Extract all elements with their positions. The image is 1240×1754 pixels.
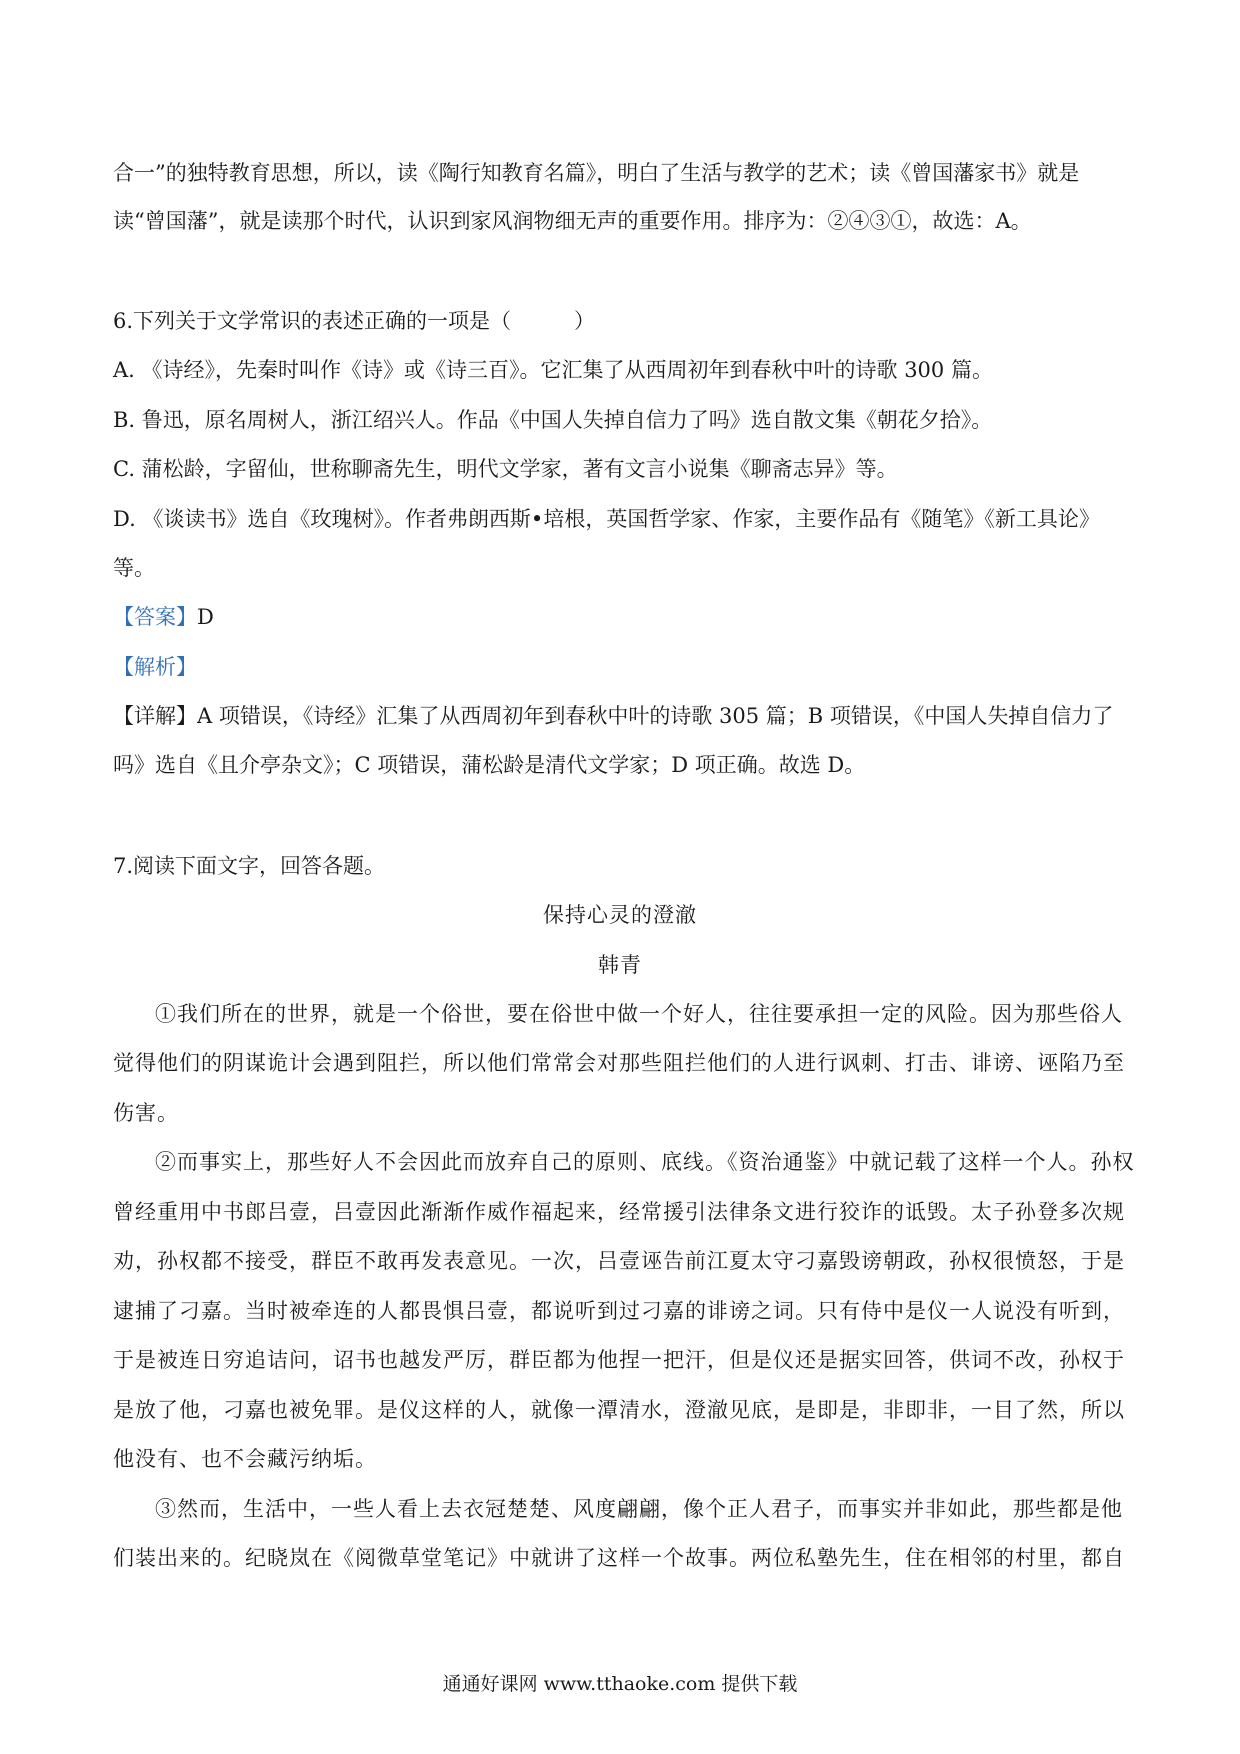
- answer-value: D: [197, 605, 214, 629]
- answer-label: 【答案】: [113, 605, 197, 629]
- analysis-row: [113, 652, 1133, 682]
- para-2-line-2: 曾经重用中书郎吕壹，吕壹因此渐渐作威作福起来，经常援引法律条文进行狡诈的诋毁。太子孙登多次规: [113, 1200, 1125, 1224]
- detail-line-1: 【详解】A 项错误，《诗经》汇集了从西周初年到春秋中叶的诗歌 305 篇；B 项错误，《中国人失掉自信力了: [113, 704, 1114, 728]
- para-2-line-5: 于是被连日穷追诘问，诏书也越发严厉，群臣都为他捏一把汗，但是仪还是据实回答，供词不改，孙权于: [113, 1348, 1125, 1372]
- analysis-label: 【解析】: [113, 655, 197, 679]
- question-6-stem: 6.下列关于文学常识的表述正确的一项是（ ）: [113, 309, 596, 333]
- intro-line-2: 读“曾国藩”，就是读那个时代，认识到家风润物细无声的重要作用。排序为：②④③①，故选：A。: [113, 209, 1032, 233]
- para-2-line-3: 劝，孙权都不接受，群臣不敢再发表意见。一次，吕壹诬告前江夏太守刁嘉毁谤朝政，孙权很愤怒，于是: [113, 1249, 1125, 1273]
- page-footer: 通通好课网 www.tthaoke.com 提供下载: [442, 1673, 798, 1695]
- question-7-stem: 7.阅读下面文字，回答各题。: [113, 854, 386, 878]
- option-c: C. 蒲松龄，字留仙，世称聊斋先生，明代文学家，著有文言小说集《聊斋志异》等。: [113, 457, 898, 481]
- article-author: 韩青: [598, 953, 642, 977]
- answer-row: [113, 602, 1133, 632]
- para-1-line-2: 觉得他们的阴谋诡计会遇到阻拦，所以他们常常会对那些阻拦他们的人进行讽刺、打击、诽谤、诬陷乃至: [113, 1051, 1125, 1075]
- para-1-line-3: 伤害。: [113, 1101, 179, 1125]
- detail-line-2: 吗》选自《且介亭杂文》；C 项错误，蒲松龄是清代文学家；D 项正确。故选 D。: [113, 753, 866, 777]
- para-1-line-1: ①我们所在的世界，就是一个俗世，要在俗世中做一个好人，往往要承担一定的风险。因为那些俗人: [155, 1002, 1123, 1026]
- option-b: B. 鲁迅，原名周树人，浙江绍兴人。作品《中国人失掉自信力了吗》选自散文集《朝花夕拾》。: [113, 408, 993, 432]
- para-2-line-4: 逮捕了刁嘉。当时被牵连的人都畏惧吕壹，都说听到过刁嘉的诽谤之词。只有侍中是仪一人说没有听到，: [113, 1299, 1125, 1323]
- para-3-line-1: ③然而，生活中，一些人看上去衣冠楚楚、风度翩翩，像个正人君子，而事实并非如此，那些都是他: [155, 1497, 1123, 1521]
- para-3-line-2: 们装出来的。纪晓岚在《阅微草堂笔记》中就讲了这样一个故事。两位私塾先生，住在相邻的村里，都自: [113, 1546, 1125, 1570]
- para-2-line-7: 他没有、也不会藏污纳垢。: [113, 1447, 377, 1471]
- intro-line-1: 合一”的独特教育思想，所以，读《陶行知教育名篇》，明白了生活与教学的艺术；读《曾国藩家书》就是: [113, 161, 1080, 185]
- option-d-line-2: 等。: [113, 556, 155, 580]
- option-a: A. 《诗经》，先秦时叫作《诗》或《诗三百》。它汇集了从西周初年到春秋中叶的诗歌 300 篇。: [113, 358, 993, 382]
- article-title: 保持心灵的澄澈: [543, 903, 697, 927]
- option-d-line-1: D. 《谈读书》选自《玫瑰树》。作者弗朗西斯•培根，英国哲学家、作家，主要作品有《随笔》《新工具论》: [113, 507, 1100, 531]
- para-2-line-6: 是放了他，刁嘉也被免罪。是仪这样的人，就像一潭清水，澄澈见底，是即是，非即非，一目了然，所以: [113, 1398, 1125, 1422]
- para-2-line-1: ②而事实上，那些好人不会因此而放弃自己的原则、底线。《资治通鉴》中就记载了这样一个人。孙权: [155, 1150, 1135, 1174]
